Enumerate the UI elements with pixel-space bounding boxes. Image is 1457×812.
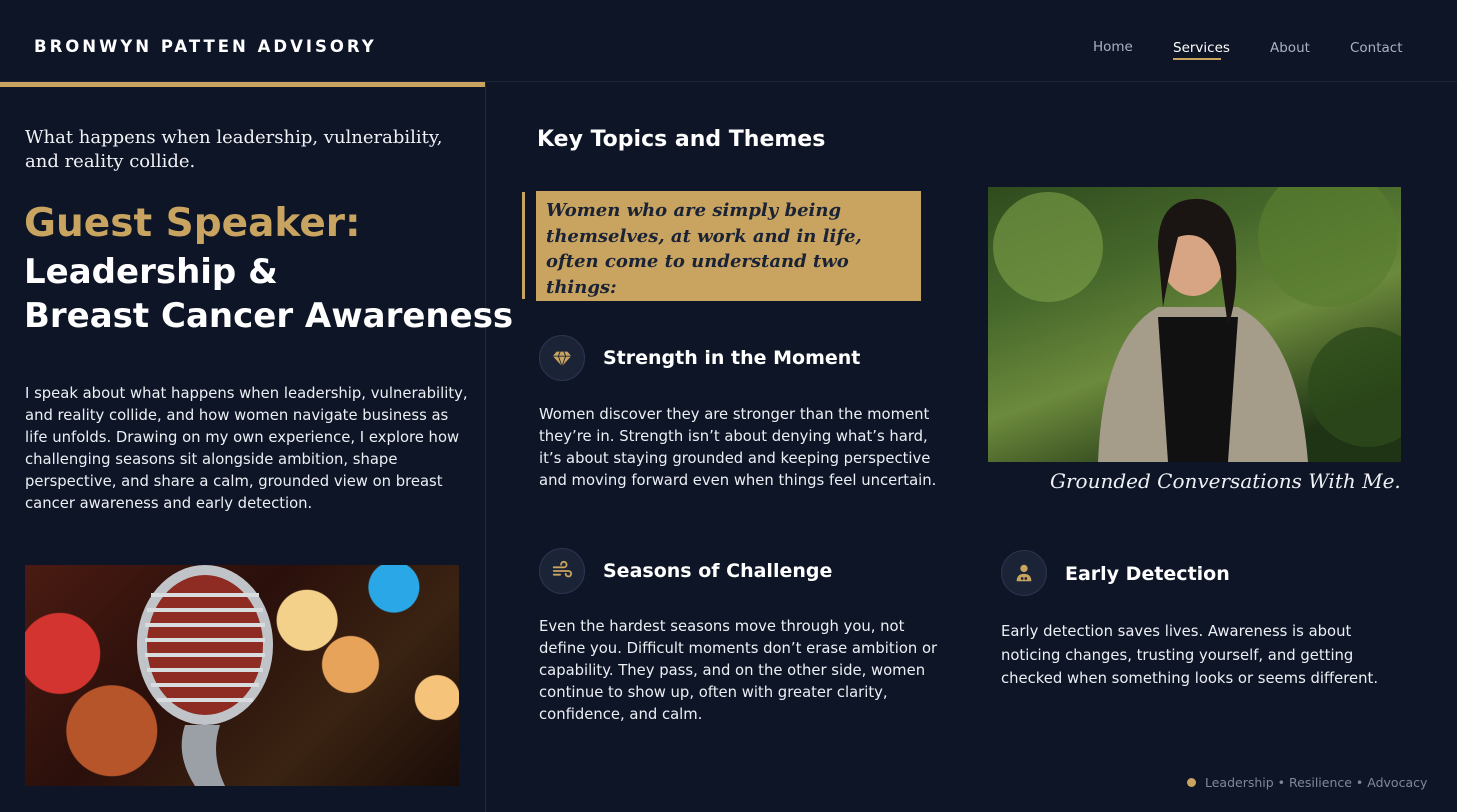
nav-contact[interactable]: Contact <box>1350 40 1403 56</box>
diamond-icon <box>539 335 585 381</box>
footer-tagline <box>1187 775 1427 790</box>
accent-bar <box>0 82 485 87</box>
footer-tagline-text: Leadership • Resilience • Advocacy <box>1205 775 1428 790</box>
microphone-illustration <box>25 565 459 786</box>
portrait-illustration <box>988 187 1401 462</box>
topic-body-early-detection: Early detection saves lives. Awareness is about noticing changes, trusting yourself, and getting checked when something looks or seems different. <box>1001 623 1379 687</box>
guest-speaker-label: Guest Speaker: <box>24 201 361 246</box>
speaker-portrait <box>988 187 1401 462</box>
intro-paragraph: I speak about what happens when leadership, vulnerability, and reality collide, and how women navigate business as life unfolds. Drawing on my own experience, I explore how challenging seasons sit alongside ambition, shape perspective, and share a calm, grounded view on breast cancer awareness and early detection. <box>25 385 468 512</box>
pull-quote-text: Women who are simply being themselves, at work and in life, often come to understand two things: <box>546 200 862 298</box>
nav-about[interactable]: About <box>1270 40 1310 56</box>
topic-title-strength: Strength in the Moment <box>603 347 861 369</box>
quote-accent-line <box>522 192 525 299</box>
column-divider <box>485 82 486 812</box>
wind-icon <box>539 548 585 594</box>
topic-body-seasons: Even the hardest seasons move through you, not define you. Difficult moments don’t erase ambition or capability. They pass, and on the other side, women continue to show up, often with greater clarity, confidence, and calm. <box>539 618 938 723</box>
brand-logo[interactable]: BRONWYN PATTEN ADVISORY <box>34 37 377 56</box>
microphone-photo <box>25 565 459 786</box>
nav-active-underline <box>1173 58 1221 60</box>
topic-title-seasons: Seasons of Challenge <box>603 560 833 582</box>
topic-body-strength: Women discover they are stronger than the moment they’re in. Strength isn’t about denying what’s hard, it’s about staying grounded and keeping perspective and moving forward even when things feel uncertain. <box>539 406 937 489</box>
pull-quote <box>536 191 921 301</box>
nav-services[interactable]: Services <box>1173 40 1230 56</box>
hero-title-line1: Leadership & <box>24 252 278 292</box>
doctor-icon <box>1001 550 1047 596</box>
footer-dot <box>1187 778 1196 787</box>
portrait-caption: Grounded Conversations With Me. <box>1050 469 1401 493</box>
site-header <box>0 0 1457 82</box>
hero-title-line2: Breast Cancer Awareness <box>24 296 514 336</box>
section-title: Key Topics and Themes <box>537 127 826 152</box>
topic-title-early-detection: Early Detection <box>1065 563 1230 585</box>
nav-home[interactable]: Home <box>1093 39 1133 55</box>
tagline: What happens when leadership, vulnerability, and reality collide. <box>25 127 443 172</box>
